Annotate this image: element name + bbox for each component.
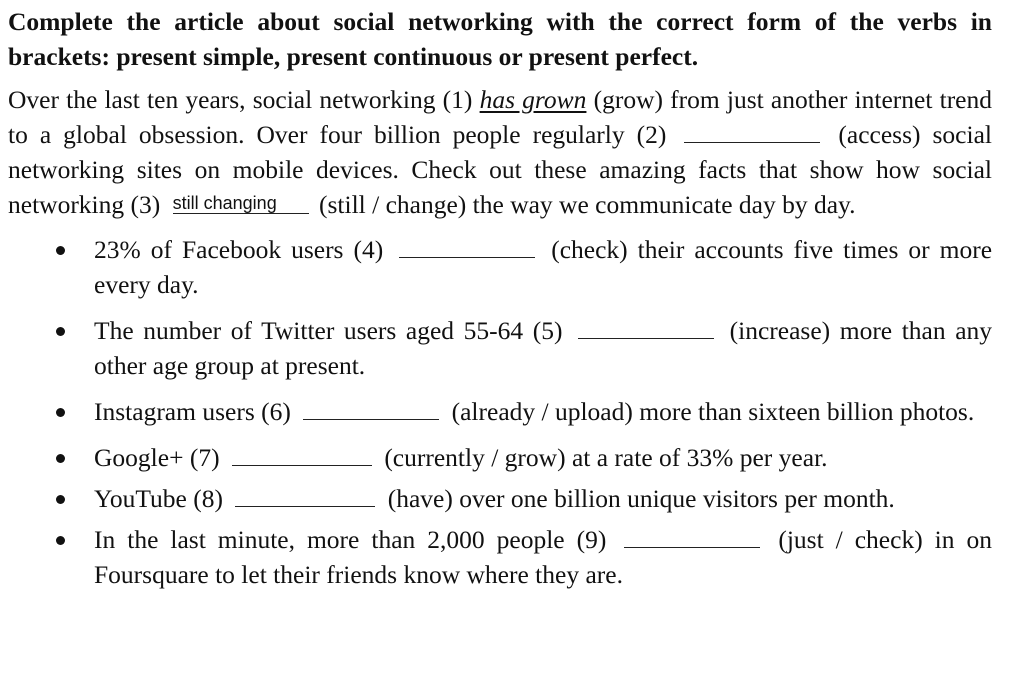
blank-8[interactable] <box>235 486 375 507</box>
bullet-icon <box>56 408 65 417</box>
article-intro <box>8 82 992 222</box>
bullet-icon <box>56 536 65 545</box>
fact-text-after: (already / upload) more than sixteen billion photos. <box>451 397 975 426</box>
bullet-icon <box>56 495 65 504</box>
exercise-instructions: Complete the article about social networking with the correct form of the verbs in brackets: present simple, present continuous or present perfect. <box>8 7 992 71</box>
fact-text-before: 23% of Facebook users (4) <box>94 235 384 264</box>
fact-text-after: (just / check) in on Foursquare to let their friends know where they are. <box>94 525 993 589</box>
blank-9[interactable] <box>624 527 760 548</box>
bullet-icon <box>56 454 65 463</box>
fact-text-before: The number of Twitter users aged 55-64 (5) <box>94 316 563 345</box>
fact-item <box>8 440 992 475</box>
fact-text-before: Google+ (7) <box>94 443 220 472</box>
worksheet <box>8 4 992 603</box>
blank-2[interactable] <box>684 122 820 143</box>
intro-text-3: (access) social networking sites on mobile devices. Check out these amazing facts that show how social networking (3) <box>8 120 992 219</box>
answer-3[interactable]: still changing <box>173 193 309 214</box>
blank-6[interactable] <box>303 399 439 420</box>
intro-text-4: (still / change) the way we communicate day by day. <box>319 190 856 219</box>
fact-text-after: (increase) more than any other age group at present. <box>94 316 993 380</box>
fact-text-before: In the last minute, more than 2,000 people (9) <box>94 525 607 554</box>
fact-text-before: YouTube (8) <box>94 484 223 513</box>
fact-text-after: (have) over one billion unique visitors per month. <box>387 484 895 513</box>
blank-7[interactable] <box>232 445 372 466</box>
facts-list <box>8 232 992 592</box>
bullet-icon <box>56 327 65 336</box>
fact-item <box>8 522 992 592</box>
fact-item <box>8 232 992 302</box>
intro-text-1: Over the last ten years, social networking (1) <box>8 85 473 114</box>
blank-4[interactable] <box>399 237 535 258</box>
fact-text-after: (currently / grow) at a rate of 33% per year. <box>384 443 828 472</box>
blank-5[interactable] <box>578 318 714 339</box>
fact-item <box>8 313 992 383</box>
bullet-icon <box>56 246 65 255</box>
fact-item <box>8 481 992 516</box>
fact-text-before: Instagram users (6) <box>94 397 291 426</box>
fact-text-after: (check) their accounts five times or more every day. <box>94 235 993 299</box>
answer-1: has grown <box>479 85 587 114</box>
intro-text-2: (grow) from just another internet trend to a global obsession. Over four billion people regularly (2) <box>8 85 992 149</box>
fact-item <box>8 394 992 429</box>
